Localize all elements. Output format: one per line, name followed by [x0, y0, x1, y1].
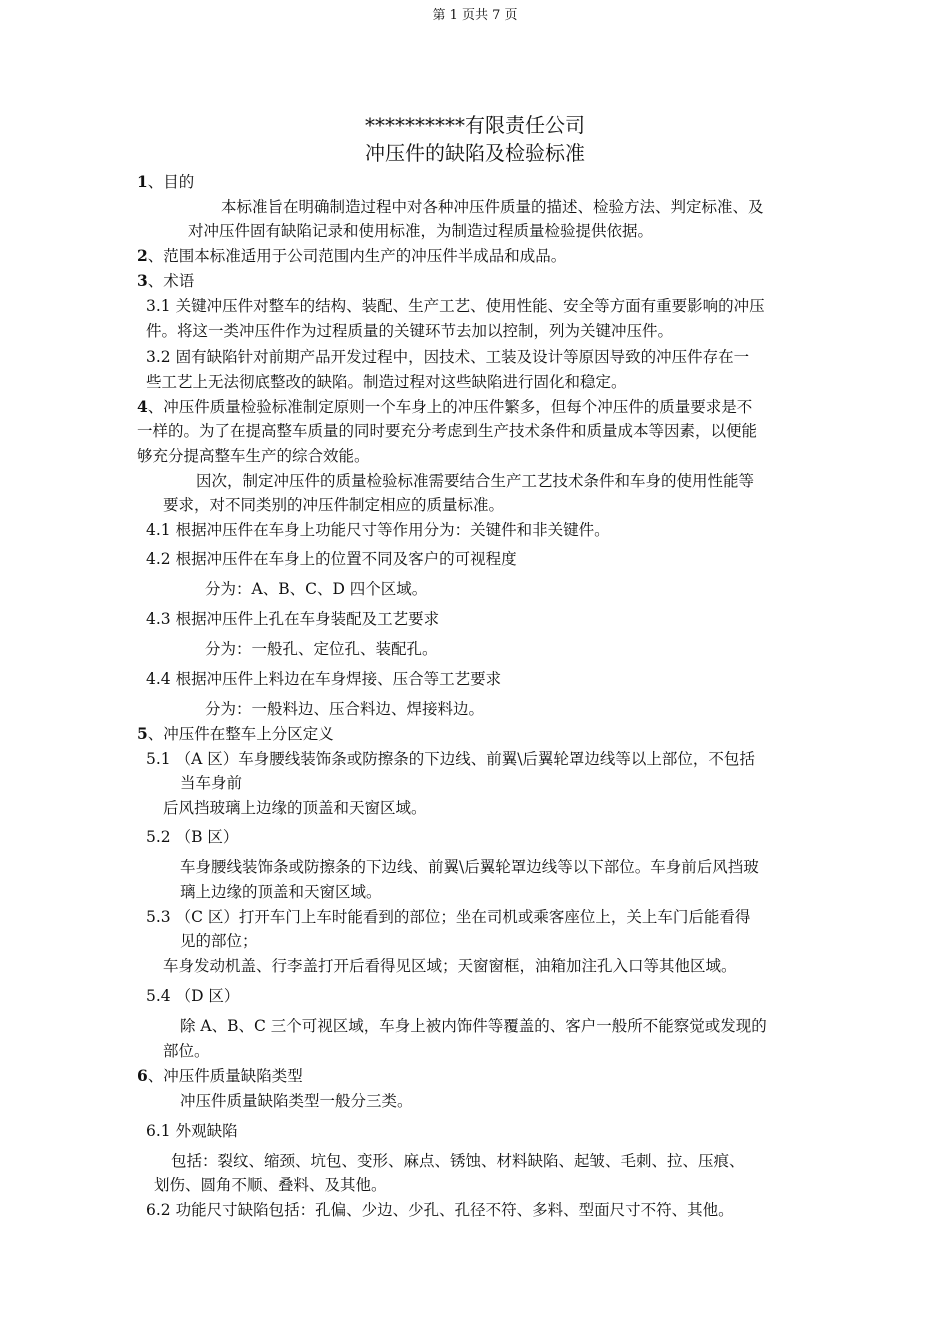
paragraph-line: 3.2 固有缺陷针对前期产品开发过程中，因技术、工装及设计等原因导致的冲压件存在一 [146, 348, 750, 366]
paragraph-line: 划伤、圆角不顺、叠料、及其他。 [154, 1176, 387, 1194]
paragraph-line: 车身腰线装饰条或防擦条的下边线、前翼\后翼轮罩边线等以下部位。车身前后风挡玻 [180, 858, 759, 876]
paragraph-line: 对冲压件固有缺陷记录和使用标准，为制造过程质量检验提供依据。 [188, 222, 654, 240]
paragraph-line: 车身发动机盖、行李盖打开后看得见区域；天窗窗框，油箱加注孔入口等其他区域。 [163, 957, 737, 975]
section-text: 、冲压件质量检验标准制定原则一个车身上的冲压件繁多，但每个冲压件的质量要求是不 [147, 398, 753, 416]
subsection-5-4: 5.4 （D 区） [146, 987, 240, 1005]
company-name: **********有限责任公司 [365, 113, 585, 137]
paragraph-line: 分为：一般料边、压合料边、焊接料边。 [205, 700, 485, 718]
subsection-4-3: 4.3 根据冲压件上孔在车身装配及工艺要求 [146, 610, 440, 628]
paragraph-line: 分为：A、B、C、D 四个区域。 [205, 580, 428, 598]
section-1-heading [137, 171, 194, 193]
paragraph-line: 除 A、B、C 三个可视区域，车身上被内饰件等覆盖的、客户一般所不能察觉或发现的 [180, 1017, 767, 1035]
section-4-heading [137, 396, 752, 418]
paragraph-line: 当车身前 [180, 774, 243, 792]
section-number: 5 [137, 724, 148, 743]
section-number: 3 [137, 271, 148, 290]
section-number: 1 [137, 172, 148, 191]
subsection-6-1: 6.1 外观缺陷 [146, 1122, 238, 1140]
paragraph-line: 包括：裂纹、缩颈、坑包、变形、麻点、锈蚀、材料缺陷、起皱、毛刺、拉、压痕、 [171, 1152, 745, 1170]
paragraph-line: 3.1 关键冲压件对整车的结构、装配、生产工艺、使用性能、安全等方面有重要影响的冲压 [146, 297, 765, 315]
paragraph-line: 些工艺上无法彻底整改的缺陷。制造过程对这些缺陷进行固化和稳定。 [146, 373, 627, 391]
paragraph-line: 因次，制定冲压件的质量检验标准需要结合生产工艺技术条件和车身的使用性能等 [196, 472, 755, 490]
section-text: 、范围本标准适用于公司范围内生产的冲压件半成品和成品。 [147, 247, 567, 265]
page-number: 第 1 页共 7 页 [432, 8, 518, 23]
paragraph-line: 后风挡玻璃上边缘的顶盖和天窗区域。 [163, 799, 427, 817]
paragraph-line: 件。将这一类冲压件作为过程质量的关键环节去加以控制，列为关键冲压件。 [146, 322, 674, 340]
paragraph-line: 本标准旨在明确制造过程中对各种冲压件质量的描述、检验方法、判定标准、及 [221, 198, 764, 216]
subsection-5-2: 5.2 （B 区） [146, 828, 239, 846]
paragraph-line: 够充分提高整车生产的综合效能。 [137, 447, 370, 465]
section-number: 4 [137, 397, 148, 416]
paragraph-line: 璃上边缘的顶盖和天窗区域。 [180, 883, 382, 901]
paragraph-line: 分为：一般孔、定位孔、装配孔。 [205, 640, 438, 658]
paragraph-line: 见的部位； [180, 932, 258, 950]
subsection-6-2: 6.2 功能尺寸缺陷包括：孔偏、少边、少孔、孔径不符、多料、型面尺寸不符、其他。 [146, 1201, 734, 1219]
section-number: 2 [137, 246, 148, 265]
subsection-5-1: 5.1 （A 区）车身腰线装饰条或防擦条的下边线、前翼\后翼轮罩边线等以上部位，不包括 [146, 750, 755, 768]
paragraph-line: 一样的。为了在提高整车质量的同时要充分考虑到生产技术条件和质量成本等因素，以便能 [137, 422, 758, 440]
section-title: 、冲压件在整车上分区定义 [147, 725, 334, 743]
subsection-4-4: 4.4 根据冲压件上料边在车身焊接、压合等工艺要求 [146, 670, 502, 688]
section-2-heading [137, 245, 566, 267]
section-title: 、冲压件质量缺陷类型 [147, 1067, 303, 1085]
section-title: 、目的 [147, 173, 195, 191]
paragraph-line: 冲压件质量缺陷类型一般分三类。 [180, 1092, 413, 1110]
section-6-heading [137, 1065, 303, 1087]
paragraph-line: 部位。 [163, 1042, 210, 1060]
document-title: 冲压件的缺陷及检验标准 [365, 141, 585, 165]
section-3-heading [137, 270, 194, 292]
subsection-5-3: 5.3 （C 区）打开车门上车时能看到的部位；坐在司机或乘客座位上，关上车门后能看得 [146, 908, 751, 926]
section-title: 、术语 [147, 272, 195, 290]
subsection-4-1: 4.1 根据冲压件在车身上功能尺寸等作用分为：关键件和非关键件。 [146, 521, 610, 539]
subsection-4-2: 4.2 根据冲压件在车身上的位置不同及客户的可视程度 [146, 550, 517, 568]
paragraph-line: 要求，对不同类别的冲压件制定相应的质量标准。 [163, 496, 505, 514]
section-number: 6 [137, 1066, 148, 1085]
section-5-heading [137, 723, 334, 745]
